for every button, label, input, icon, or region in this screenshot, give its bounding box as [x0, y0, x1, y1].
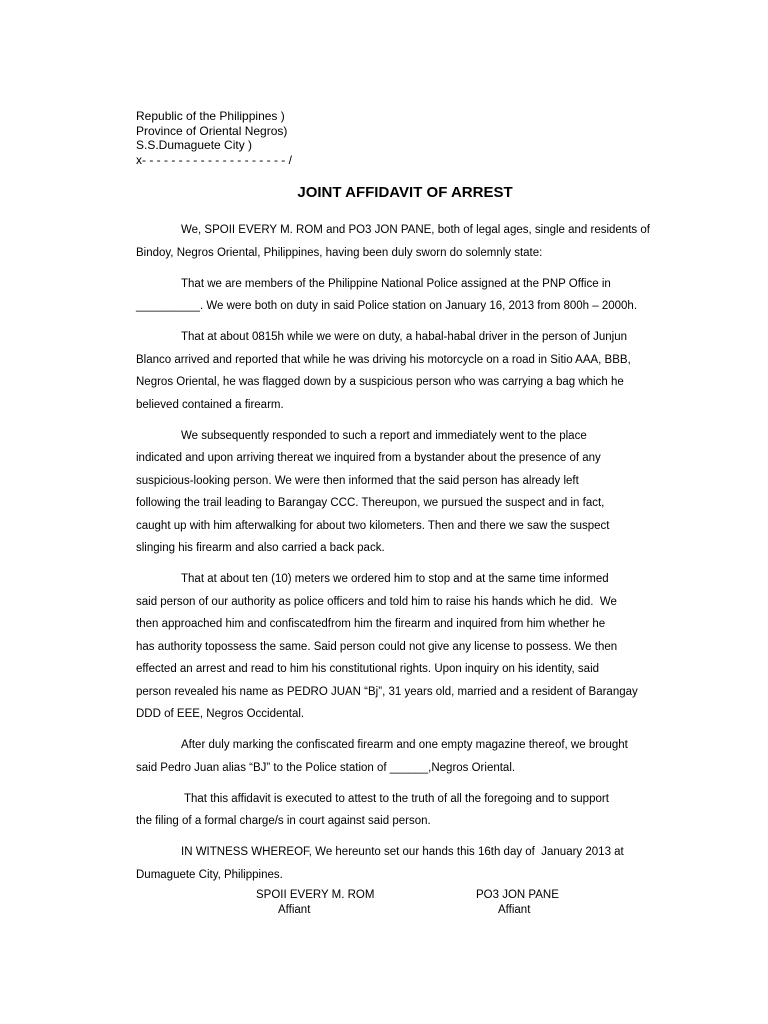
paragraph-line: following the trail leading to Barangay CCC. Thereupon, we pursued the suspect and in fact,	[136, 497, 605, 509]
paragraph-pursuit	[136, 425, 680, 560]
affidavit-body	[136, 219, 680, 895]
paragraph-line: __________. We were both on duty in said Police station on January 16, 2013 from 800h – 2000h.	[136, 300, 638, 312]
signature-block-pane	[476, 888, 676, 918]
affiant-name: PO3 JON PANE	[476, 889, 559, 901]
paragraph-line: said person of our authority as police officers and told him to raise his hands which he did. We	[136, 595, 617, 608]
paragraph-report	[136, 326, 680, 416]
paragraph-line: Dumaguete City, Philippines.	[136, 868, 283, 881]
paragraph-custody	[136, 734, 680, 779]
paragraph-line: the filing of a formal charge/s in court against said person.	[136, 815, 431, 827]
caption-line: Province of Oriental Negros)	[136, 123, 288, 138]
paragraph-purpose	[136, 788, 680, 833]
paragraph-line: That at about 0815h while we were on duty, a habal-habal driver in the person of Junjun	[181, 331, 628, 343]
paragraph-intro	[136, 219, 680, 264]
paragraph-line: caught up with him afterwalking for about two kilometers. Then and there we saw the suspect	[136, 519, 610, 532]
paragraph-line: then approached him and confiscatedfrom him the firearm and inquired from him whether he	[136, 618, 606, 630]
paragraph-line: Blanco arrived and reported that while he was driving his motorcycle on a road in Sitio AAA, BBB,	[136, 353, 631, 366]
paragraph-line: We, SPOII EVERY M. ROM and PO3 JON PANE, both of legal ages, single and residents of	[181, 224, 650, 236]
affiant-role: Affiant	[498, 904, 531, 916]
paragraph-line: That we are members of the Philippine National Police assigned at the PNP Office in	[181, 277, 611, 290]
paragraph-line: believed contained a firearm.	[136, 398, 284, 411]
paragraph-line: We subsequently responded to such a report and immediately went to the place	[181, 429, 587, 442]
paragraph-membership	[136, 273, 680, 318]
paragraph-line: DDD of EEE, Negros Occidental.	[136, 708, 305, 720]
paragraph-line: has authority topossess the same. Said person could not give any license to possess. We then	[136, 640, 618, 653]
affiant-name: SPOII EVERY M. ROM	[256, 889, 375, 901]
paragraph-line: Negros Oriental, he was flagged down by a suspicious person who was carrying a bag which he	[136, 376, 624, 388]
case-caption	[136, 109, 292, 167]
paragraph-line: IN WITNESS WHEREOF, We hereunto set our hands this 16th day of January 2013 at	[181, 846, 624, 858]
signature-block-rom	[256, 888, 456, 918]
caption-line: S.S.Dumaguete City )	[136, 138, 253, 153]
paragraph-line: slinging his firearm and also carried a back pack.	[136, 542, 385, 554]
paragraph-line: indicated and upon arriving thereat we inquired from a bystander about the presence of any	[136, 452, 601, 464]
paragraph-line: That at about ten (10) meters we ordered him to stop and at the same time informed	[181, 573, 609, 585]
paragraph-witness	[136, 841, 680, 886]
document-title: JOINT AFFIDAVIT OF ARREST	[297, 184, 513, 201]
paragraph-line: That this affidavit is executed to attest to the truth of all the foregoing and to support	[181, 792, 609, 805]
paragraph-line: Bindoy, Negros Oriental, Philippines, having been duly sworn do solemnly state:	[136, 246, 543, 259]
paragraph-line: After duly marking the confiscated firearm and one empty magazine thereof, we brought	[181, 739, 628, 751]
paragraph-line: effected an arrest and read to him his constitutional rights. Upon inquiry on his identity, said	[136, 663, 600, 675]
paragraph-line: said Pedro Juan alias “BJ” to the Police station of ______,Negros Oriental.	[136, 761, 516, 774]
caption-line: Republic of the Philippines )	[136, 109, 285, 123]
affiant-role: Affiant	[278, 904, 311, 916]
paragraph-line: suspicious-looking person. We were then informed that the said person has already left	[136, 474, 579, 487]
caption-line: x- - - - - - - - - - - - - - - - - - - - /	[136, 152, 292, 167]
paragraph-arrest	[136, 568, 680, 726]
paragraph-line: person revealed his name as PEDRO JUAN “Bj”, 31 years old, married and a resident of Barangay	[136, 685, 638, 698]
